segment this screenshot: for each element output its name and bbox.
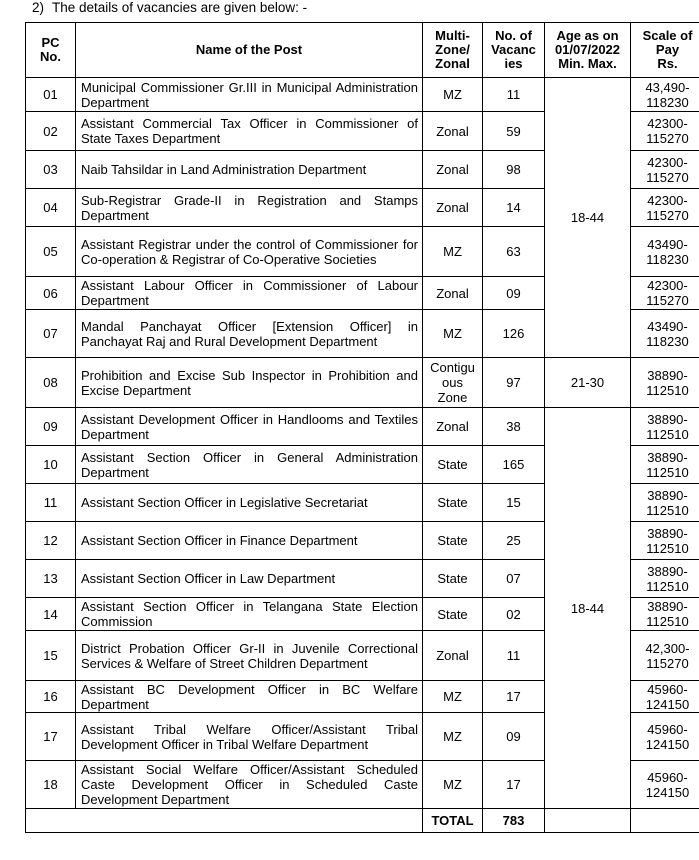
pc-no-cell: 09 — [26, 408, 76, 446]
vacancies-cell: 02 — [483, 598, 545, 631]
zone-cell: State — [423, 484, 483, 522]
header-pc-no: PC No. — [26, 23, 76, 78]
vacancies-cell: 11 — [483, 631, 545, 681]
pay-line: 38890- — [647, 449, 688, 465]
zone-cell: Zonal — [423, 408, 483, 446]
zone-cell — [423, 358, 483, 408]
post-name-cell: District Probation Officer Gr-II in Juvenile Correctional Services & Welfare of Street Children Department — [76, 631, 423, 681]
pc-no-cell: 17 — [26, 713, 76, 761]
pay-line: 43,490- — [645, 79, 690, 95]
header-row — [26, 23, 699, 78]
post-name-cell: Assistant Section Officer in Legislative Secretariat — [76, 484, 423, 522]
vacancies-cell: 07 — [483, 560, 545, 598]
pay-line: 115270 — [646, 655, 689, 671]
pay-scale-cell — [631, 560, 699, 598]
pay-scale-cell — [631, 277, 699, 310]
pay-line: 115270 — [646, 131, 689, 146]
zone-cell: MZ — [423, 713, 483, 761]
pay-scale-cell — [631, 446, 699, 484]
pay-scale-cell — [631, 227, 699, 277]
zone-cell: State — [423, 522, 483, 560]
zone-cell: State — [423, 598, 483, 631]
post-name-cell: Assistant Section Officer in Telangana State Election Commission — [76, 598, 423, 631]
vacancies-cell: 09 — [483, 277, 545, 310]
vacancies-cell: 97 — [483, 358, 545, 408]
pay-line: 38890- — [647, 599, 688, 614]
pay-line: 124150 — [645, 784, 690, 800]
zone-cell: Zonal — [423, 631, 483, 681]
header-age: Age as on 01/07/2022 Min. Max. — [545, 23, 631, 78]
pay-line: 118230 — [646, 333, 689, 349]
table-row — [26, 78, 699, 112]
pc-no-cell: 07 — [26, 310, 76, 358]
pay-line: 43490- — [647, 236, 688, 252]
pc-no-cell: 12 — [26, 522, 76, 560]
pay-line: 118230 — [646, 251, 689, 267]
post-name-cell: Municipal Commissioner Gr.III in Municipal Administration Department — [76, 78, 423, 112]
pay-line: 115270 — [646, 293, 689, 308]
pay-scale-cell — [631, 484, 699, 522]
pay-scale-cell — [631, 631, 699, 681]
intro-line — [32, 0, 307, 16]
pc-no-cell: 08 — [26, 358, 76, 408]
pay-line: 118230 — [646, 94, 689, 110]
post-name-cell: Assistant Registrar under the control of Commissioner for Co-operation & Registrar of Co-Operative Societies — [76, 227, 423, 277]
age-cell: 18-44 — [545, 408, 631, 809]
zone-cell: State — [423, 560, 483, 598]
pay-scale-cell — [631, 112, 699, 151]
zone-line: Contigu — [430, 360, 475, 375]
pay-line: 112510 — [646, 464, 689, 480]
vacancies-cell: 09 — [483, 713, 545, 761]
table-row — [26, 408, 699, 446]
pc-no-cell: 06 — [26, 277, 76, 310]
pay-line: 112510 — [646, 502, 689, 518]
post-name-cell: Assistant Section Officer in Law Department — [76, 560, 423, 598]
pc-no-cell: 10 — [26, 446, 76, 484]
pc-no-cell: 16 — [26, 681, 76, 713]
pay-scale-cell — [631, 713, 699, 761]
pc-no-cell: 18 — [26, 761, 76, 809]
pay-scale-cell — [631, 761, 699, 809]
pay-line: 112510 — [646, 578, 689, 594]
intro-text: The details of vacancies are given below: - — [52, 0, 308, 15]
vacancies-cell: 63 — [483, 227, 545, 277]
zone-cell: MZ — [423, 310, 483, 358]
pay-scale-cell — [631, 681, 699, 713]
pay-scale-cell — [631, 78, 699, 112]
total-label: TOTAL — [423, 809, 483, 833]
table-body — [26, 78, 699, 809]
post-name-cell: Assistant Development Officer in Handlooms and Textiles Department — [76, 408, 423, 446]
vacancies-cell: 17 — [483, 761, 545, 809]
pc-no-cell: 03 — [26, 151, 76, 189]
pc-no-cell: 13 — [26, 560, 76, 598]
zone-cell: Zonal — [423, 151, 483, 189]
post-name-cell: Assistant Commercial Tax Officer in Commissioner of State Taxes Department — [76, 112, 423, 151]
zone-cell: MZ — [423, 227, 483, 277]
pay-line: 38890- — [647, 563, 688, 579]
zone-cell: State — [423, 446, 483, 484]
pay-line: 45960- — [647, 721, 688, 737]
total-value: 783 — [483, 809, 545, 833]
vacancies-cell: 11 — [483, 78, 545, 112]
pay-scale-cell — [631, 598, 699, 631]
header-vacancies: No. of Vacanc ies — [483, 23, 545, 78]
pay-line: 112510 — [646, 614, 689, 629]
pc-no-cell: 05 — [26, 227, 76, 277]
zone-cell: MZ — [423, 681, 483, 713]
zone-cell: Zonal — [423, 112, 483, 151]
age-cell: 18-44 — [545, 78, 631, 358]
post-name-cell: Mandal Panchayat Officer [Extension Officer] in Panchayat Raj and Rural Development Department — [76, 310, 423, 358]
pay-scale-cell — [631, 310, 699, 358]
pay-scale-cell — [631, 358, 699, 408]
zone-cell: Zonal — [423, 189, 483, 227]
vacancies-cell: 98 — [483, 151, 545, 189]
pc-no-cell: 14 — [26, 598, 76, 631]
post-name-cell: Assistant Section Officer in Finance Department — [76, 522, 423, 560]
pay-line: 42300- — [647, 116, 688, 131]
pay-line: 112510 — [646, 540, 689, 556]
table-row — [26, 358, 699, 408]
vacancies-cell: 38 — [483, 408, 545, 446]
header-pay-scale: Scale of Pay Rs. — [631, 23, 699, 78]
pay-line: 38890- — [647, 367, 688, 383]
vacancies-cell: 165 — [483, 446, 545, 484]
zone-cell: MZ — [423, 78, 483, 112]
header-zone: Multi- Zone/ Zonal — [423, 23, 483, 78]
vacancies-cell: 126 — [483, 310, 545, 358]
pay-line: 115270 — [646, 169, 689, 185]
pc-no-cell: 15 — [26, 631, 76, 681]
pay-scale-cell — [631, 151, 699, 189]
total-row — [26, 809, 699, 833]
vacancies-cell: 17 — [483, 681, 545, 713]
vacancies-cell: 14 — [483, 189, 545, 227]
intro-number: 2) — [32, 0, 45, 15]
pay-line: 42300- — [647, 154, 688, 170]
pay-line: 45960- — [647, 681, 688, 697]
age-cell: 21-30 — [545, 358, 631, 408]
zone-cell: Zonal — [423, 277, 483, 310]
post-name-cell: Assistant Tribal Welfare Officer/Assistant Tribal Development Officer in Tribal Welfare Department — [76, 713, 423, 761]
zone-line: Zone — [437, 390, 468, 405]
pay-scale-cell — [631, 408, 699, 446]
pc-no-cell: 01 — [26, 78, 76, 112]
vacancy-table — [25, 22, 699, 833]
pay-scale-cell — [631, 522, 699, 560]
vacancies-cell: 59 — [483, 112, 545, 151]
post-name-cell: Assistant Section Officer in General Administration Department — [76, 446, 423, 484]
pay-line: 38890- — [647, 411, 688, 427]
pc-no-cell: 02 — [26, 112, 76, 151]
zone-cell: MZ — [423, 761, 483, 809]
pay-line: 115270 — [646, 207, 689, 223]
post-name-cell: Assistant Social Welfare Officer/Assistant Scheduled Caste Development Officer in Scheduled Caste Development Department — [76, 761, 423, 809]
pc-no-cell: 04 — [26, 189, 76, 227]
post-name-cell: Assistant BC Development Officer in BC Welfare Department — [76, 681, 423, 713]
pay-line: 45960- — [647, 769, 688, 785]
post-name-cell: Sub-Registrar Grade-II in Registration and Stamps Department — [76, 189, 423, 227]
pay-line: 38890- — [647, 525, 688, 541]
total-pay-empty — [631, 809, 699, 833]
pay-line: 43490- — [647, 318, 688, 334]
pc-no-cell: 11 — [26, 484, 76, 522]
pay-line: 112510 — [646, 426, 689, 442]
post-name-cell: Naib Tahsildar in Land Administration Department — [76, 151, 423, 189]
total-age-empty — [545, 809, 631, 833]
total-spacer — [26, 809, 423, 833]
post-name-cell: Prohibition and Excise Sub Inspector in Prohibition and Excise Department — [76, 358, 423, 408]
pay-line: 38890- — [647, 487, 688, 503]
pay-line: 42300- — [647, 192, 688, 208]
zone-line: ous — [442, 375, 463, 390]
pay-line: 112510 — [646, 382, 689, 398]
vacancies-cell: 15 — [483, 484, 545, 522]
pay-line: 42,300- — [645, 640, 690, 656]
pay-line: 42300- — [647, 278, 688, 293]
vacancies-cell: 25 — [483, 522, 545, 560]
pay-line: 124150 — [645, 736, 690, 752]
pay-line: 124150 — [645, 696, 690, 712]
header-name-of-post: Name of the Post — [76, 23, 423, 78]
post-name-cell: Assistant Labour Officer in Commissioner of Labour Department — [76, 277, 423, 310]
pay-scale-cell — [631, 189, 699, 227]
